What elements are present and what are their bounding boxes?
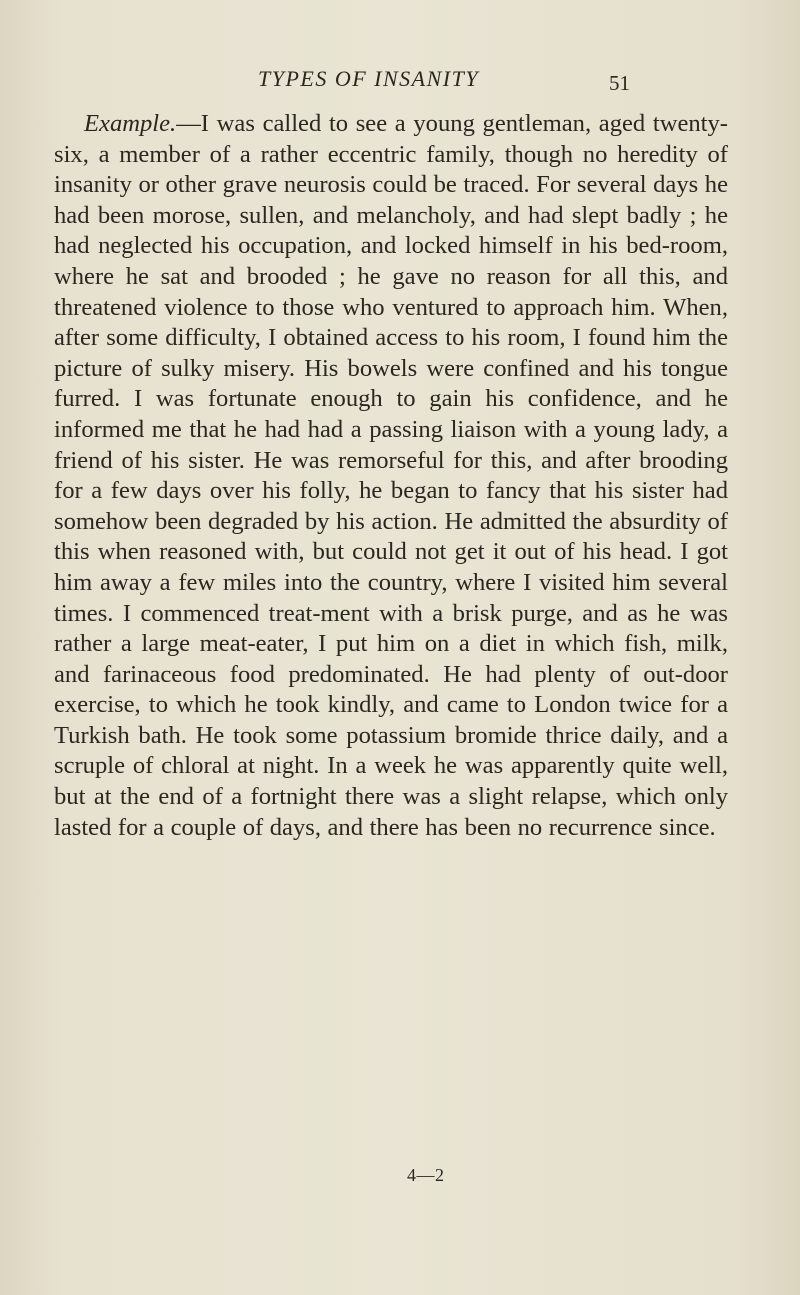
body-paragraph [54, 109, 728, 843]
signature-mark: 4—2 [407, 1165, 445, 1185]
paragraph-text: —I was called to see a young gentleman, aged twenty-six, a member of a rather eccentric family, though no heredity of insanity or other grave neurosis could be traced. For several days he had been morose, sullen, and melancholy, and had slept badly ; he had neglected his occupation, and locked himself in his bed-room, where he sat and brooded ; he gave no reason for all this, and threatened violence to those who ventured to approach him. When, after some difficulty, I obtained access to his room, I found him the picture of sulky misery. His bowels were confined and his tongue furred. I was fortunate enough to gain his confidence, and he informed me that he had had a passing liaison with a young lady, a friend of his sister. He was remorseful for this, and after brooding for a few days over his folly, he began to fancy that his sister had somehow been degraded by his action. He admitted the absurdity of this when reasoned with, but could not get it out of his head. I got him away a few miles into the country, where I visited him several times. I commenced treat-ment with a brisk purge, and as he was rather a large meat-eater, I put him on a diet in which fish, milk, and farinaceous food predominated. He had plenty of out-door exercise, to which he took kindly, and came to London twice for a Turkish bath. He took some potassium bromide thrice daily, and a scruple of chloral at night. In a week he was apparently quite well, but at the end of a fortnight there was a slight relapse, which only lasted for a couple of days, and there has been no recurrence since. [54, 110, 728, 841]
running-title: TYPES OF INSANITY [258, 66, 480, 91]
page-number: 51 [609, 71, 630, 95]
paragraph-lead: Example. [84, 110, 177, 137]
running-head [0, 64, 800, 94]
